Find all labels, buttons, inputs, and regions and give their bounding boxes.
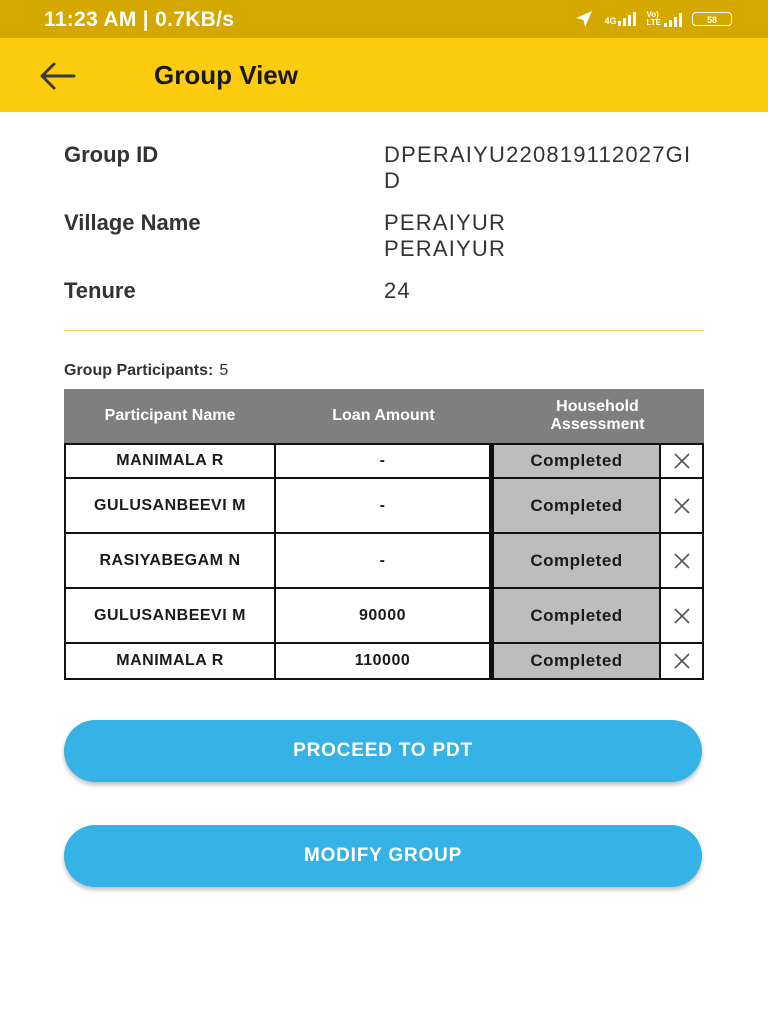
participant-name: GULUSANBEEVI M [66, 479, 276, 532]
table-row [64, 644, 704, 680]
signal-1-group [604, 12, 636, 26]
page-title: Group View [154, 60, 298, 90]
tenure-label: Tenure [64, 278, 136, 303]
battery-icon: 58 [692, 12, 732, 26]
assessment-status[interactable]: Completed [491, 479, 661, 532]
remove-participant-button[interactable] [661, 445, 704, 477]
status-icons [574, 10, 732, 28]
participant-name: GULUSANBEEVI M [66, 589, 276, 642]
loan-amount: - [276, 534, 491, 587]
close-icon [672, 651, 692, 671]
remove-participant-button[interactable] [661, 589, 704, 642]
table-row [64, 534, 704, 589]
assessment-status[interactable]: Completed [491, 534, 661, 587]
volte-label: Vo) LTE [646, 10, 661, 27]
network-type-label: 4G [604, 16, 617, 26]
header-loan-amount: Loan Amount [332, 407, 435, 424]
participants-table [64, 389, 704, 680]
close-icon [672, 496, 692, 516]
table-header [64, 389, 704, 443]
table-row [64, 589, 704, 644]
group-id-label: Group ID [64, 142, 159, 167]
close-icon [672, 451, 692, 471]
signal-strength-icon [664, 13, 682, 27]
signal-strength-icon [618, 12, 636, 26]
close-icon [672, 606, 692, 626]
remove-participant-button[interactable] [661, 644, 704, 678]
assessment-status[interactable]: Completed [491, 589, 661, 642]
loan-amount: 110000 [276, 644, 491, 678]
proceed-to-pdt-button[interactable]: PROCEED TO PDT [64, 720, 702, 782]
participant-name: MANIMALA R [66, 644, 276, 678]
table-row [64, 443, 704, 479]
back-button[interactable] [36, 56, 80, 96]
group-participants-count: 5 [219, 362, 229, 379]
tenure-value: 24 [384, 278, 411, 303]
group-participants-summary [64, 362, 228, 380]
loan-amount: - [276, 479, 491, 532]
participant-name: RASIYABEGAM N [66, 534, 276, 587]
village-name-value: PERAIYUR PERAIYUR [384, 210, 507, 261]
modify-group-button[interactable]: MODIFY GROUP [64, 825, 702, 887]
table-row [64, 479, 704, 534]
remove-participant-button[interactable] [661, 479, 704, 532]
assessment-status[interactable]: Completed [491, 644, 661, 678]
location-icon [574, 10, 594, 28]
village-name-label: Village Name [64, 210, 201, 235]
divider [64, 330, 704, 331]
assessment-status[interactable]: Completed [491, 445, 661, 477]
status-bar [0, 0, 768, 38]
header-participant-name: Participant Name [104, 407, 236, 424]
status-time: 11:23 AM | 0.7KB/s [44, 8, 235, 31]
remove-participant-button[interactable] [661, 534, 704, 587]
participant-name: MANIMALA R [66, 445, 276, 477]
header-household-assessment: Household Assessment [550, 398, 645, 433]
signal-2-group [646, 11, 682, 27]
loan-amount: 90000 [276, 589, 491, 642]
close-icon [672, 551, 692, 571]
group-participants-label: Group Participants: [64, 362, 214, 379]
loan-amount: - [276, 445, 491, 477]
app-bar [0, 38, 768, 112]
back-arrow-icon [36, 56, 80, 96]
group-id-value: DPERAIYU220819112027GID [384, 142, 692, 193]
